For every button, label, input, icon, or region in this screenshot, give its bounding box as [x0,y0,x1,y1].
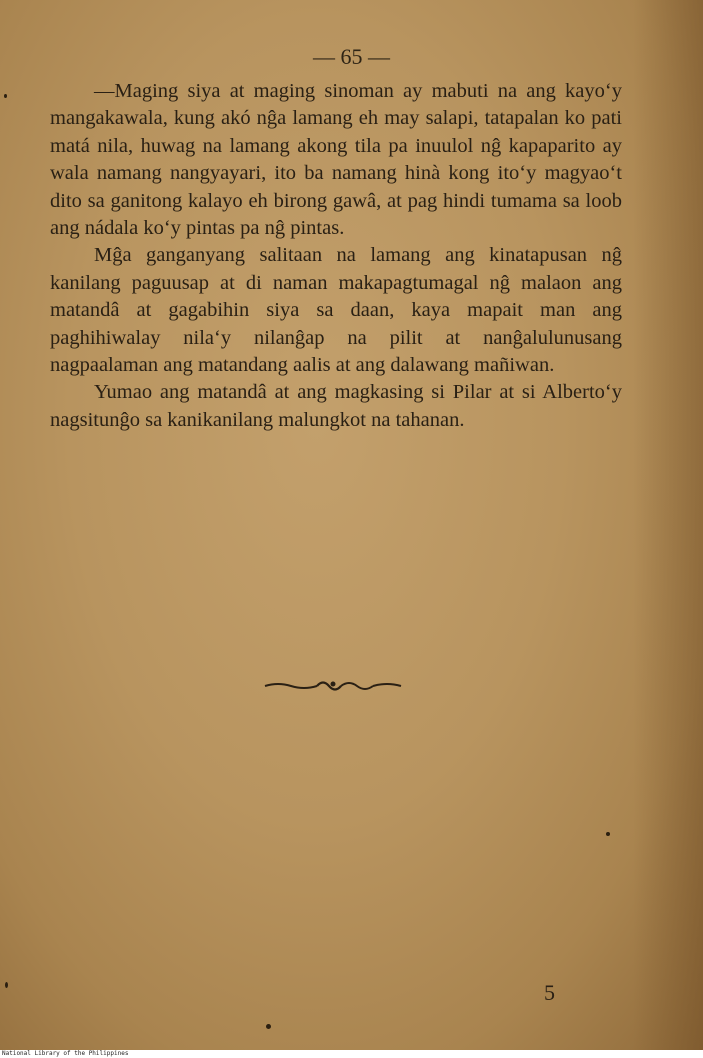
ink-speck [4,94,7,98]
paragraph-2: Mĝa ganganyang salitaan na lamang ang kinatapusan nĝ kanilang paguusap at di naman makapagtumagal nĝ malaon ang matandâ at gagabihin siya sa daan, kaya mapait man ang paghihiwalay nila‘y nilanĝap na pilit at nanĝalulunusang nagpaalaman ang matandang aalis at ang dalawang mañiwan. [50,244,622,377]
page-edge-shading [633,0,703,1050]
ink-speck [5,982,8,988]
paragraph-1: —Maging siya at maging sinoman ay mabuti na ang kayo‘y mangakawala, kung akó nĝa lamang eh may salapi, tatapalan ko pati matá nila, huwag na lamang akong tila pa inuulol nĝ kapaparito ay wala namang nangyayari, ito ba namang hinà kong ito‘y magyao‘t dito sa ganitong kalayo eh birong gawâ, at pag hindi tumama sa loob ang nádala ko‘y pintas pa nĝ pintas. [50,80,622,240]
ink-speck [266,1024,271,1029]
signature-mark: 5 [544,980,555,1005]
ink-speck [606,832,610,836]
ornament-divider-icon [263,676,403,696]
page-number: — 65 — [313,44,390,69]
library-credit: National Library of the Philippines [0,1050,703,1058]
paragraph-3: Yumao ang matandâ at ang magkasing si Pilar at si Alberto‘y nagsitunĝo sa kanikanilang malungkot na tahanan. [50,381,622,431]
body-text [50,78,622,434]
